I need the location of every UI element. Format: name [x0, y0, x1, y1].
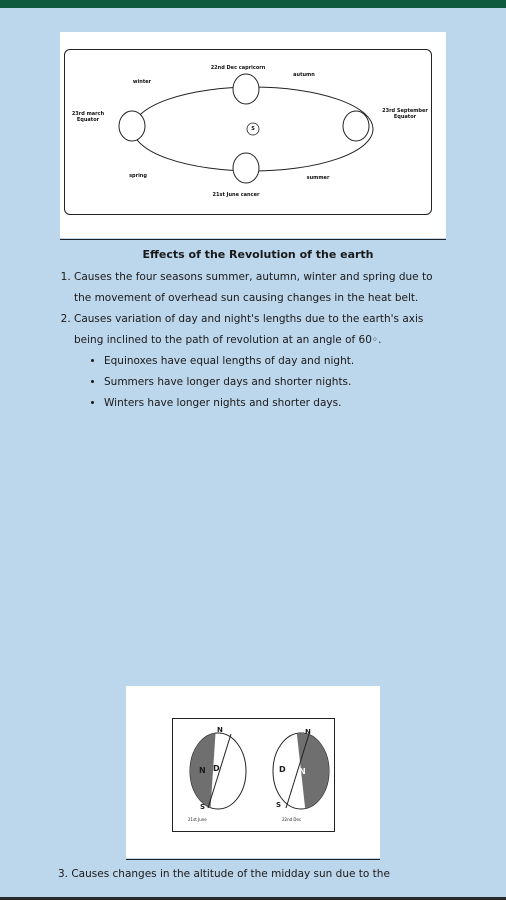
day-label: D	[279, 765, 286, 774]
label-sun: S	[251, 126, 255, 132]
list-item	[74, 309, 448, 414]
point-3-text: 3. Causes changes in the altitude of the midday sun due to the	[58, 868, 390, 880]
earth-position-september	[343, 111, 369, 141]
night-label: N	[199, 766, 206, 775]
earth-position-dec	[233, 74, 259, 104]
bullet-item: • Equinoxes have equal lengths of day and night.	[104, 351, 448, 372]
list-item-text: Causes variation of day and night's lengths due to the earth's axis being inclined to the path of revolution at an angle of 60◦.	[74, 313, 424, 346]
section-heading: Effects of the Revolution of the earth	[142, 248, 374, 261]
label-march: 23rd march Equator	[71, 111, 105, 123]
north-label: N	[305, 728, 311, 736]
caption-dec: 22nd Dec	[282, 817, 302, 822]
label-summer: summer	[306, 175, 330, 181]
orbit-diagram	[60, 32, 446, 238]
bullet-item: • Summers have longer days and shorter nights.	[104, 372, 448, 393]
revolution-orbit-figure	[60, 32, 446, 238]
article-body	[58, 248, 448, 414]
sub-bullet-list	[74, 351, 448, 414]
label-september: 23rd September Equator	[382, 108, 428, 120]
figure-underline	[60, 239, 446, 240]
bullet-item: • Winters have longer nights and shorter days.	[104, 393, 448, 414]
effects-list	[58, 267, 448, 414]
south-label: S	[200, 803, 206, 811]
north-label: N	[217, 726, 223, 734]
figure-underline	[126, 859, 380, 860]
label-autumn: autumn	[293, 72, 315, 78]
day-label: D	[213, 764, 220, 773]
list-item: 1. Causes the four seasons summer, autumn, winter and spring due to the movement of overhead sun causing changes in the heat belt.	[74, 267, 448, 309]
label-spring: spring	[129, 173, 147, 179]
caption-june: 21st June	[188, 817, 207, 822]
label-dec: 22nd Dec capricorn	[210, 65, 266, 71]
day-night-figure	[126, 686, 380, 858]
globes-diagram	[126, 686, 380, 858]
earth-position-june	[233, 153, 259, 183]
night-label: N	[299, 767, 306, 776]
label-winter: winter	[132, 79, 152, 85]
earth-position-march	[119, 111, 145, 141]
south-label: S	[276, 801, 282, 809]
top-status-bar	[0, 0, 506, 8]
label-june: 21st June cancer	[212, 192, 260, 198]
